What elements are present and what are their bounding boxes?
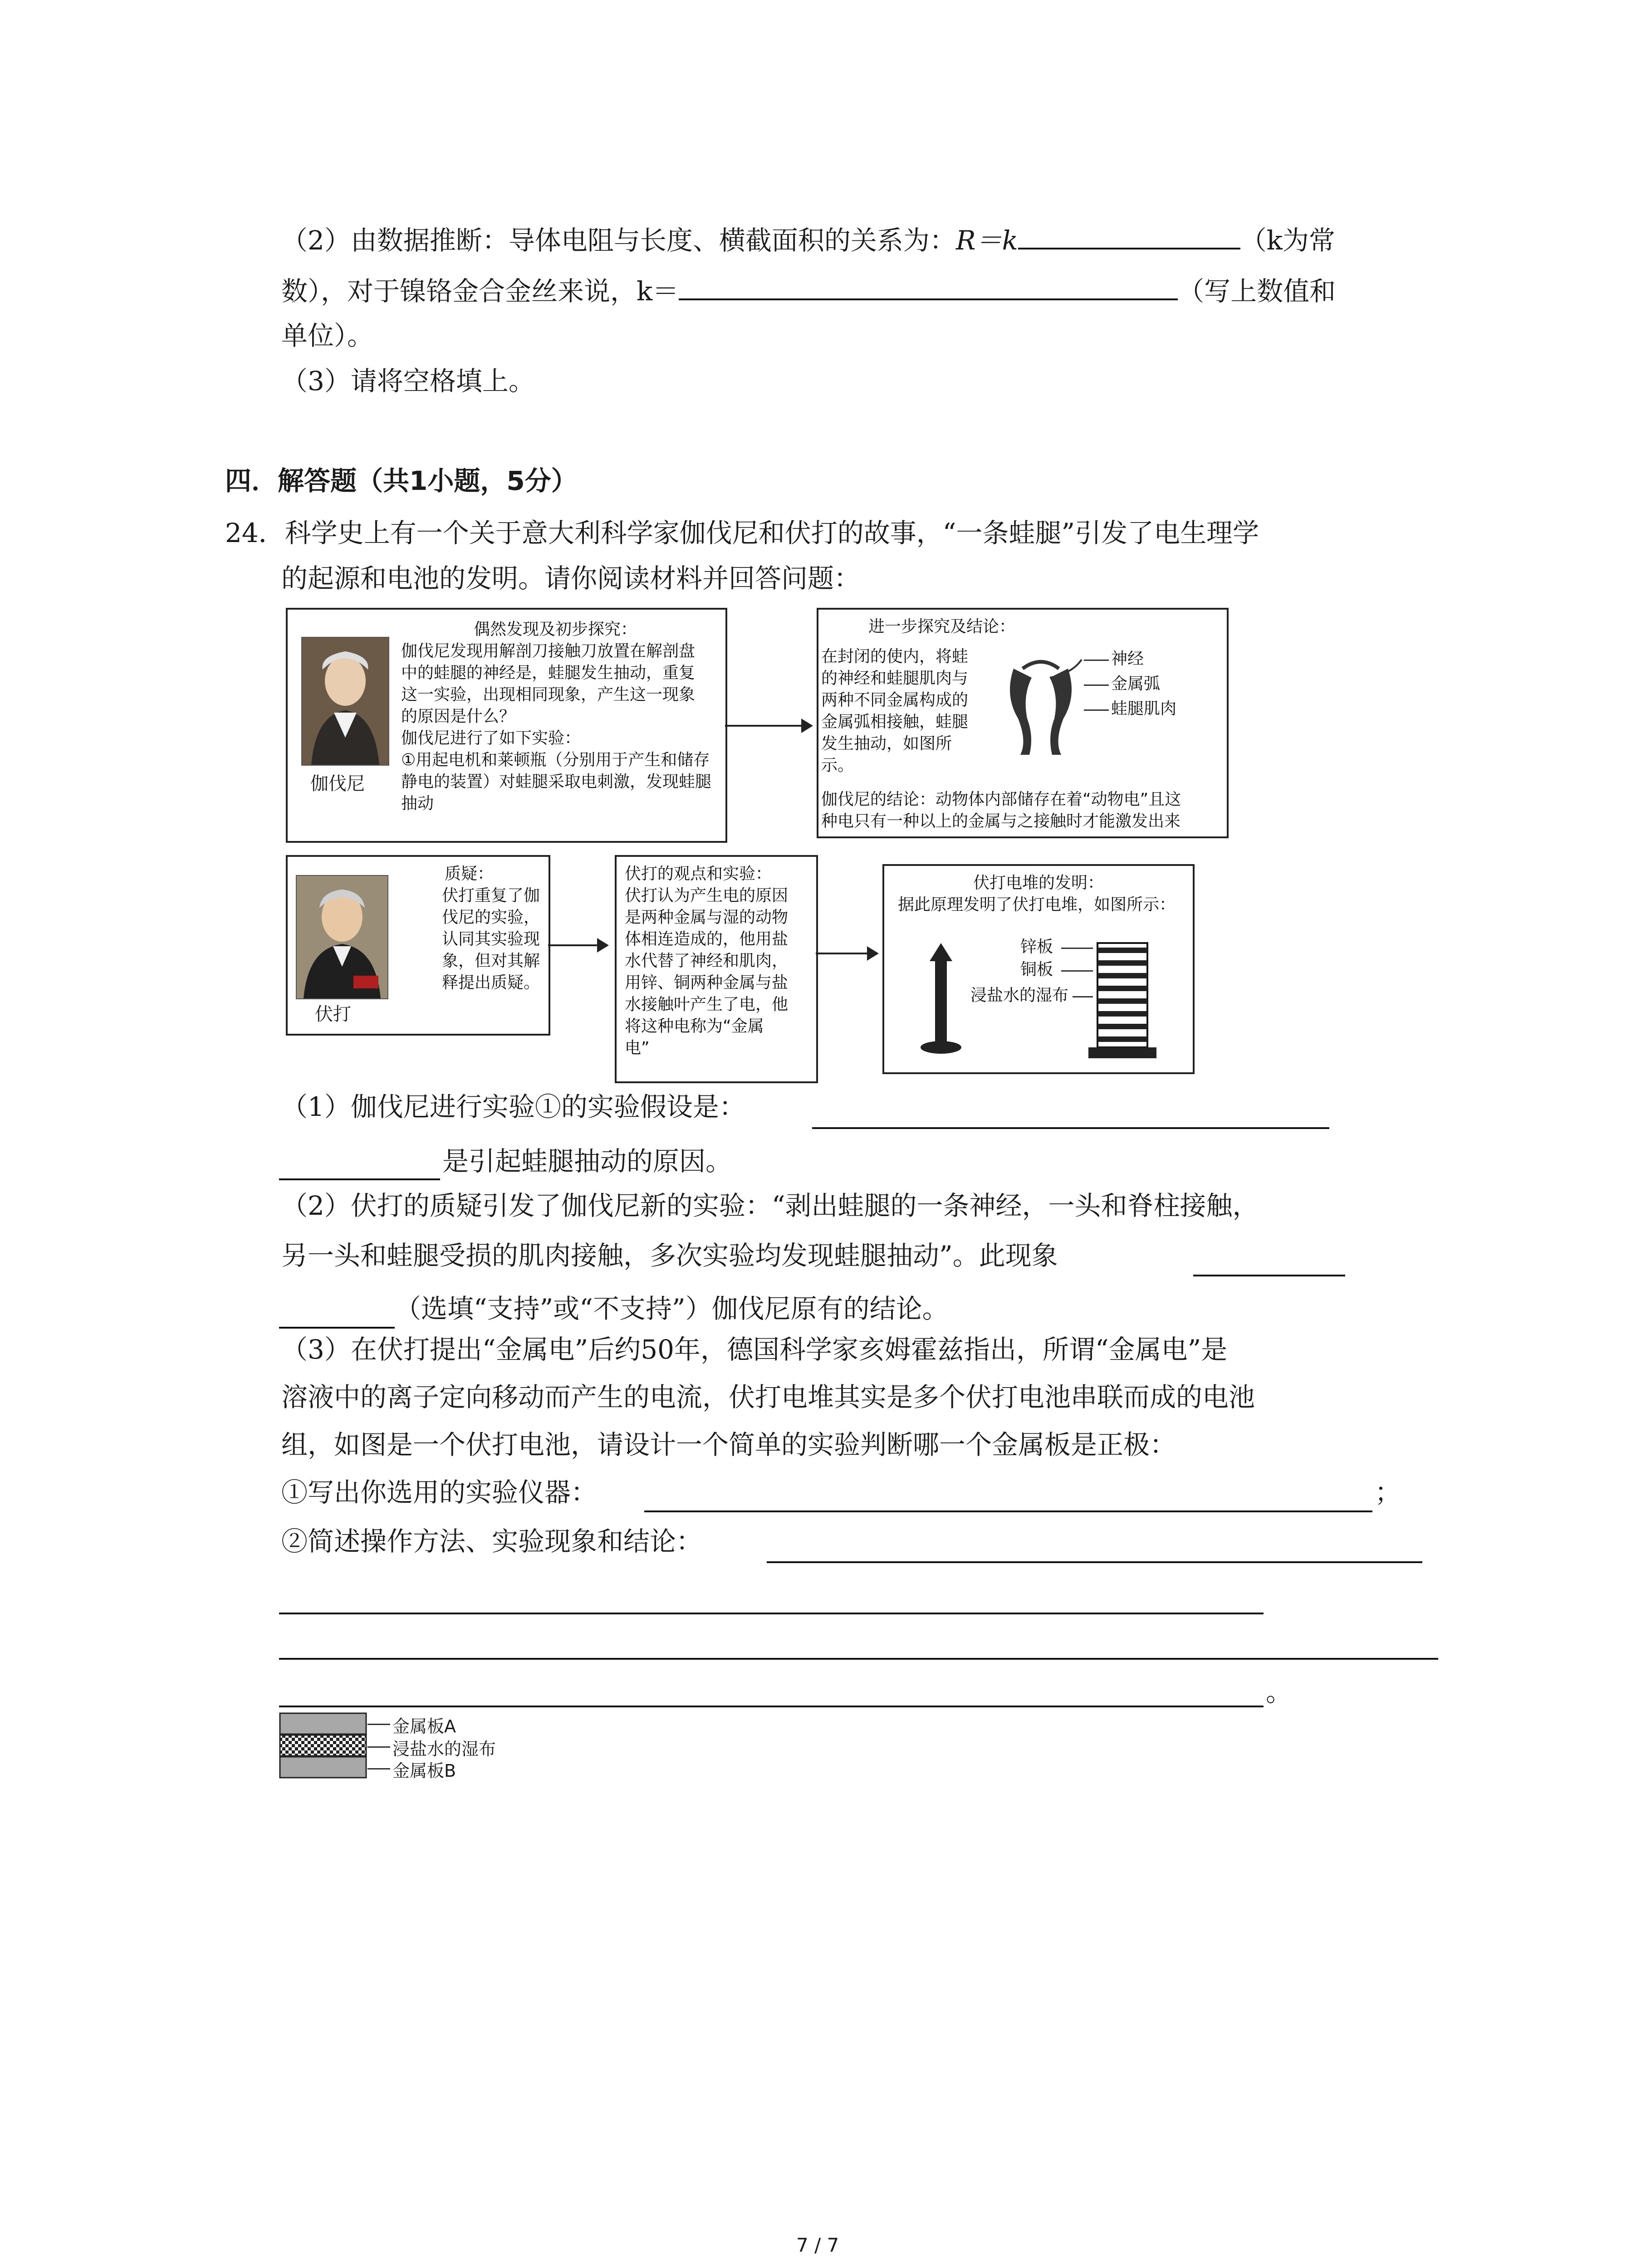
- voltaic-cell-diagram: [279, 1712, 370, 1780]
- q24-part3-line1: （3）在伏打提出“金属电”后约50年，德国科学家亥姆霍兹指出，所谓“金属电”是: [281, 1334, 1228, 1365]
- answer-blank-method-1[interactable]: [767, 1561, 1422, 1563]
- arrow-3-to-4: [548, 944, 607, 946]
- q23-part2-line2: 数），对于镍铬金合金丝来说，k＝ （写上数值和: [281, 273, 1336, 309]
- q24-part1-line2: 是引起蛙腿抽动的原因。: [442, 1146, 732, 1177]
- leader-muscle: [1084, 709, 1109, 711]
- voltaic-pile-icon: [1088, 934, 1156, 1061]
- answer-blank-hypothesis-2[interactable]: [279, 1178, 440, 1180]
- q23-part2-line3: 单位）。: [281, 320, 374, 351]
- leader-cloth: [1073, 996, 1093, 997]
- box-voltaic-pile-title: 伏打电堆的发明：: [973, 874, 1104, 892]
- box-discovery-title: 偶然发现及初步探究：: [473, 620, 637, 639]
- answer-blank-support-1[interactable]: [1193, 1275, 1345, 1276]
- volta-caption: 伏打: [315, 1004, 351, 1025]
- box-volta-view-text: 伏打认为产生电的原因 是两种金属与湿的动物 体相连造成的，他用盐 水代替了神经和肌肉， 用锌、铜两种金属与盐 水接触叶产生了电，他 将这种电称为“金属 电”: [625, 886, 789, 1057]
- q24-part3-period: 。: [1266, 1677, 1293, 1707]
- box-further-study-text: 在封闭的使内，将蛙 的神经和蛙腿肌肉与 两种不同金属构成的 金属弧相接触，蛙腿 发生抽动，如图所 示。: [821, 647, 969, 775]
- q24-intro-line2: 的起源和电池的发明。请你阅读材料并回答问题：: [281, 563, 861, 594]
- box-voltaic-pile-text: 据此原理发明了伏打电堆，如图所示：: [898, 895, 1176, 914]
- box-further-study: [817, 608, 1229, 838]
- leader-arc: [1084, 684, 1109, 686]
- box-voltaic-pile: [882, 864, 1195, 1074]
- answer-blank-r[interactable]: [1018, 222, 1240, 249]
- box-doubt: [286, 855, 550, 1036]
- label-metal-plate-b: 金属板B: [392, 1761, 456, 1781]
- galvani-conclusion: 伽伐尼的结论：动物体内部储存在着“动物电”且这 种电只有一种以上的金属与之接触时才能激发出来: [821, 790, 1181, 831]
- label-nerve: 神经: [1111, 650, 1144, 668]
- label-metal-arc: 金属弧: [1111, 675, 1161, 693]
- q24-intro-line1: 24．科学史上有一个关于意大利科学家伽伐尼和伏打的故事，“一条蛙腿”引发了电生理学: [225, 518, 1259, 548]
- galvani-caption: 伽伐尼: [310, 773, 365, 794]
- leader-zinc: [1061, 948, 1093, 949]
- label-copper-plate: 铜板: [1020, 960, 1053, 979]
- answer-blank-k[interactable]: [679, 273, 1178, 300]
- frog-legs-icon: [995, 650, 1086, 759]
- box-doubt-text: 伏打重复了伽 伐尼的实验， 认同其实验现 象，但对其解 释提出质疑。: [442, 886, 540, 992]
- q24-part3-semicolon: ；: [1375, 1477, 1401, 1508]
- answer-blank-method-2[interactable]: [279, 1613, 1264, 1614]
- arrow-4-to-5: [816, 953, 877, 954]
- label-brine-cloth: 浸盐水的湿布: [970, 986, 1069, 1005]
- formula-r-eq-k: R＝k: [955, 225, 1018, 256]
- box-volta-view: [615, 855, 818, 1083]
- small-pile-icon: [916, 943, 966, 1056]
- answer-blank-method-3[interactable]: [279, 1658, 1438, 1660]
- leader-copper: [1061, 970, 1093, 972]
- leader-plate-a: [367, 1724, 390, 1725]
- label-frog-muscle: 蛙腿肌肉: [1111, 699, 1177, 718]
- q23-part3: （3）请将空格填上。: [281, 366, 535, 396]
- q24-part2-line1: （2）伏打的质疑引发了伽伐尼新的实验：“剥出蛙腿的一条神经，一头和脊柱接触，: [281, 1190, 1259, 1221]
- q24-part3-method-label: ②简述操作方法、实验现象和结论：: [281, 1526, 703, 1557]
- page-number: 7 / 7: [796, 2234, 839, 2256]
- q24-part2-line3: （选填“支持”或“不支持”）伽伐尼原有的结论。: [395, 1293, 949, 1324]
- galvani-portrait-image: [301, 637, 389, 766]
- answer-blank-hypothesis-1[interactable]: [812, 1127, 1329, 1129]
- box-discovery-text: 伽伐尼发现用解剖刀接触刀放置在解剖盘 中的蛙腿的神经是，蛙腿发生抽动，重复 这一实验，出现相同现象，产生这一现象 的原因是什么？ 伽伐尼进行了如下实验： ①用起电机和莱顿瓶（分别用于产生和储存 静电的装置）对蛙腿采取电刺激，发现蛙腿 抽动: [401, 642, 712, 813]
- volta-portrait-image: [296, 875, 388, 999]
- box-volta-view-title: 伏打的观点和实验：: [625, 865, 772, 883]
- leader-cell-cloth: [367, 1746, 390, 1748]
- label-metal-plate-a: 金属板A: [392, 1716, 456, 1736]
- box-discovery: [286, 608, 727, 843]
- label-zinc-plate: 锌板: [1020, 938, 1053, 956]
- section-heading: 四．解答题（共1小题，5分）: [225, 465, 578, 496]
- label-cell-brine-cloth: 浸盐水的湿布: [392, 1739, 496, 1759]
- box-further-study-title: 进一步探究及结论：: [868, 617, 1016, 636]
- q24-part3-instruments-label: ①写出你选用的实验仪器：: [281, 1477, 598, 1508]
- leader-plate-b: [367, 1768, 390, 1769]
- q23-part2-line1: （2）由数据推断：导体电阻与长度、横截面积的关系为：R＝k （k为常: [281, 222, 1335, 259]
- arrow-1-to-2: [725, 725, 811, 727]
- leader-nerve: [1084, 660, 1109, 661]
- box-doubt-title: 质疑：: [444, 865, 494, 883]
- q24-part3-line2: 溶液中的离子定向移动而产生的电流，伏打电堆其实是多个伏打电池串联而成的电池: [281, 1382, 1255, 1413]
- q24-part3-line3: 组，如图是一个伏打电池，请设计一个简单的实验判断哪一个金属板是正极：: [281, 1429, 1176, 1460]
- answer-blank-method-4[interactable]: [279, 1706, 1264, 1707]
- q24-part2-line2: 另一头和蛙腿受损的肌肉接触，多次实验均发现蛙腿抽动”。此现象: [281, 1240, 1058, 1271]
- answer-blank-support-2[interactable]: [279, 1327, 395, 1329]
- q24-part1-line1: （1）伽伐尼进行实验①的实验假设是：: [281, 1091, 745, 1122]
- answer-blank-instruments[interactable]: [644, 1510, 1372, 1512]
